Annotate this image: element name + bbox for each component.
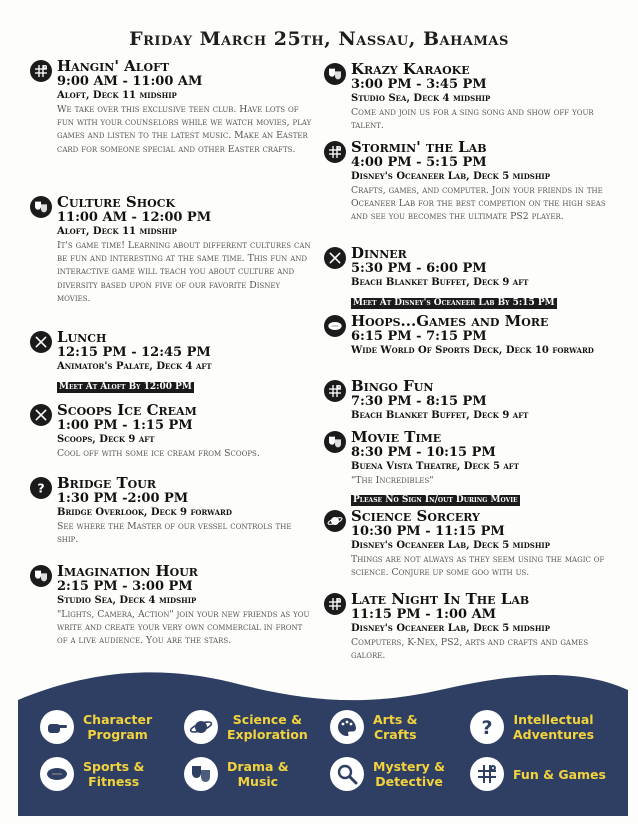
legend-label: Drama & Music xyxy=(227,759,289,789)
legend-label: Sports & Fitness xyxy=(83,759,145,789)
event-location: Disney's Oceaneer Lab, Deck 5 midship xyxy=(351,540,550,551)
event-location: Disney's Oceaneer Lab, Deck 5 midship xyxy=(351,171,550,182)
fork-knife-icon xyxy=(324,247,346,269)
event-time: 8:30 PM - 10:15 PM xyxy=(351,445,496,460)
legend-label: Science & Exploration xyxy=(227,712,308,742)
legend-item xyxy=(470,757,606,791)
event-note: Meet At Aloft By 12:00 PM xyxy=(59,382,192,392)
event-name: Hangin' Aloft xyxy=(57,57,170,75)
event-description: Things are not always as they seem using the magic of science. Conjure up some goo with us. xyxy=(351,554,605,579)
drama-masks-icon xyxy=(184,757,218,791)
question-mark-icon xyxy=(470,710,504,744)
legend-label: Character Program xyxy=(83,712,153,742)
football-icon xyxy=(324,315,346,337)
event-location: Disney's Oceaneer Lab, Deck 5 midship xyxy=(351,623,550,634)
event-name: Hoops...Games and More xyxy=(351,312,549,330)
fork-knife-icon xyxy=(30,331,52,353)
event-name: Bingo Fun xyxy=(351,377,434,395)
event-name: Movie Time xyxy=(351,428,442,446)
paint-palette-icon xyxy=(330,710,364,744)
event-description: "The Incredibles" xyxy=(351,475,434,486)
event-name: Late Night In The Lab xyxy=(351,590,530,608)
event-time: 11:15 PM - 1:00 AM xyxy=(351,607,497,622)
event-time: 1:30 PM -2:00 PM xyxy=(57,491,189,506)
event-location: Aloft, Deck 11 midship xyxy=(57,90,177,101)
event-description: Cool off with some ice cream from Scoops. xyxy=(57,448,260,459)
legend-item xyxy=(330,757,445,791)
event-description: Come and join us for a sing song and show off your talent. xyxy=(351,107,594,132)
event-name: Lunch xyxy=(57,328,107,346)
svg-text:?: ? xyxy=(481,717,493,739)
event-location: Scoops, Deck 9 aft xyxy=(57,434,155,445)
tic-tac-toe-icon xyxy=(470,757,504,791)
legend-item xyxy=(40,710,152,744)
event-time: 1:00 PM - 1:15 PM xyxy=(57,418,193,433)
event-time: 9:00 AM - 11:00 AM xyxy=(57,74,203,89)
event-location: Animator's Palate, Deck 4 aft xyxy=(57,361,212,372)
event-name: Dinner xyxy=(351,244,407,262)
event-name: Science Sorcery xyxy=(351,507,480,525)
legend-item xyxy=(40,757,144,791)
event-description: See where the Master of our vessel controls the ship. xyxy=(57,521,292,546)
event-time: 10:30 PM - 11:15 PM xyxy=(351,524,505,539)
event-time: 4:00 PM - 5:15 PM xyxy=(351,155,487,170)
tic-tac-toe-icon xyxy=(324,141,346,163)
pointing-glove-icon xyxy=(40,710,74,744)
event-time: 6:15 PM - 7:15 PM xyxy=(351,329,487,344)
event-description: "Lights, Camera, Action" join your new friends as you write and create your very own commercial in front of a live audience. You are the stars. xyxy=(57,609,310,647)
legend-item xyxy=(330,710,418,744)
legend-label: Fun & Games xyxy=(513,766,606,782)
legend-label: Intellectual Adventures xyxy=(513,712,595,742)
legend-label: Arts & Crafts xyxy=(373,712,418,742)
tic-tac-toe-icon xyxy=(30,60,52,82)
event-name: Culture Shock xyxy=(57,193,176,211)
event-time: 7:30 PM - 8:15 PM xyxy=(351,394,487,409)
event-name: Stormin' the Lab xyxy=(351,138,487,156)
svg-text:?: ? xyxy=(37,480,45,496)
drama-masks-icon xyxy=(324,431,346,453)
event-description: Crafts, games, and computer. Join your friends in the Oceaneer Lab for the best competion on the high seas and see you becomes the ultimate PS2 player. xyxy=(351,185,606,223)
football-icon xyxy=(40,757,74,791)
event-name: Bridge Tour xyxy=(57,474,156,492)
event-name: Scoops Ice Cream xyxy=(57,401,197,419)
event-note: Please No Sign In/out During Movie xyxy=(353,495,518,506)
event-name: Imagination Hour xyxy=(57,562,198,580)
event-time: 2:15 PM - 3:00 PM xyxy=(57,579,193,594)
event-description: Computers, K-Nex, PS2, arts and crafts and games galore. xyxy=(351,637,589,662)
event-location: Beach Blanket Buffet, Deck 9 aft xyxy=(351,410,529,421)
drama-masks-icon xyxy=(324,63,346,85)
event-time: 5:30 PM - 6:00 PM xyxy=(351,261,487,276)
legend-item xyxy=(184,757,289,791)
magnifying-glass-icon xyxy=(330,757,364,791)
planet-icon xyxy=(184,710,218,744)
legend-item xyxy=(470,710,594,744)
planet-icon xyxy=(324,510,346,532)
event-location: Beach Blanket Buffet, Deck 9 aft xyxy=(351,277,529,288)
event-time: 12:15 PM - 12:45 PM xyxy=(57,345,211,360)
event-time: 11:00 AM - 12:00 PM xyxy=(57,210,212,225)
event-location: Bridge Overlook, Deck 9 forward xyxy=(57,507,232,518)
event-location: Studio Sea, Deck 4 midship xyxy=(351,93,491,104)
event-location: Buena Vista Theatre, Deck 5 aft xyxy=(351,461,519,472)
event-location: Studio Sea, Deck 4 midship xyxy=(57,595,197,606)
event-time: 3:00 PM - 3:45 PM xyxy=(351,77,487,92)
legend-label: Mystery & Detective xyxy=(373,759,446,789)
event-location: Aloft, Deck 11 midship xyxy=(57,226,177,237)
page-title: Friday March 25th, Nassau, Bahamas xyxy=(129,28,509,50)
event-name: Krazy Karaoke xyxy=(351,60,470,78)
tic-tac-toe-icon xyxy=(324,593,346,615)
legend-item xyxy=(184,710,308,744)
drama-masks-icon xyxy=(30,565,52,587)
drama-masks-icon xyxy=(30,196,52,218)
event-location: Wide World Of Sports Deck, Deck 10 forward xyxy=(351,345,594,356)
event-description: It's game time! Learning about different cultures can be fun and interesting at the same time. This fun and interactive game will teach you about culture and diversity based upon five of our favorite Disney movies. xyxy=(57,240,311,304)
question-mark-icon xyxy=(30,477,52,499)
fork-knife-icon xyxy=(30,404,52,426)
tic-tac-toe-icon xyxy=(324,380,346,402)
event-note: Meet At Disney's Oceaneer Lab By 5:15 PM xyxy=(353,298,555,308)
event-description: We take over this exclusive teen club. Have lots of fun with your counselors while we watch movies, play games and listen to the latest music. Make an Easter card for someone special and other Easter crafts. xyxy=(57,104,312,155)
